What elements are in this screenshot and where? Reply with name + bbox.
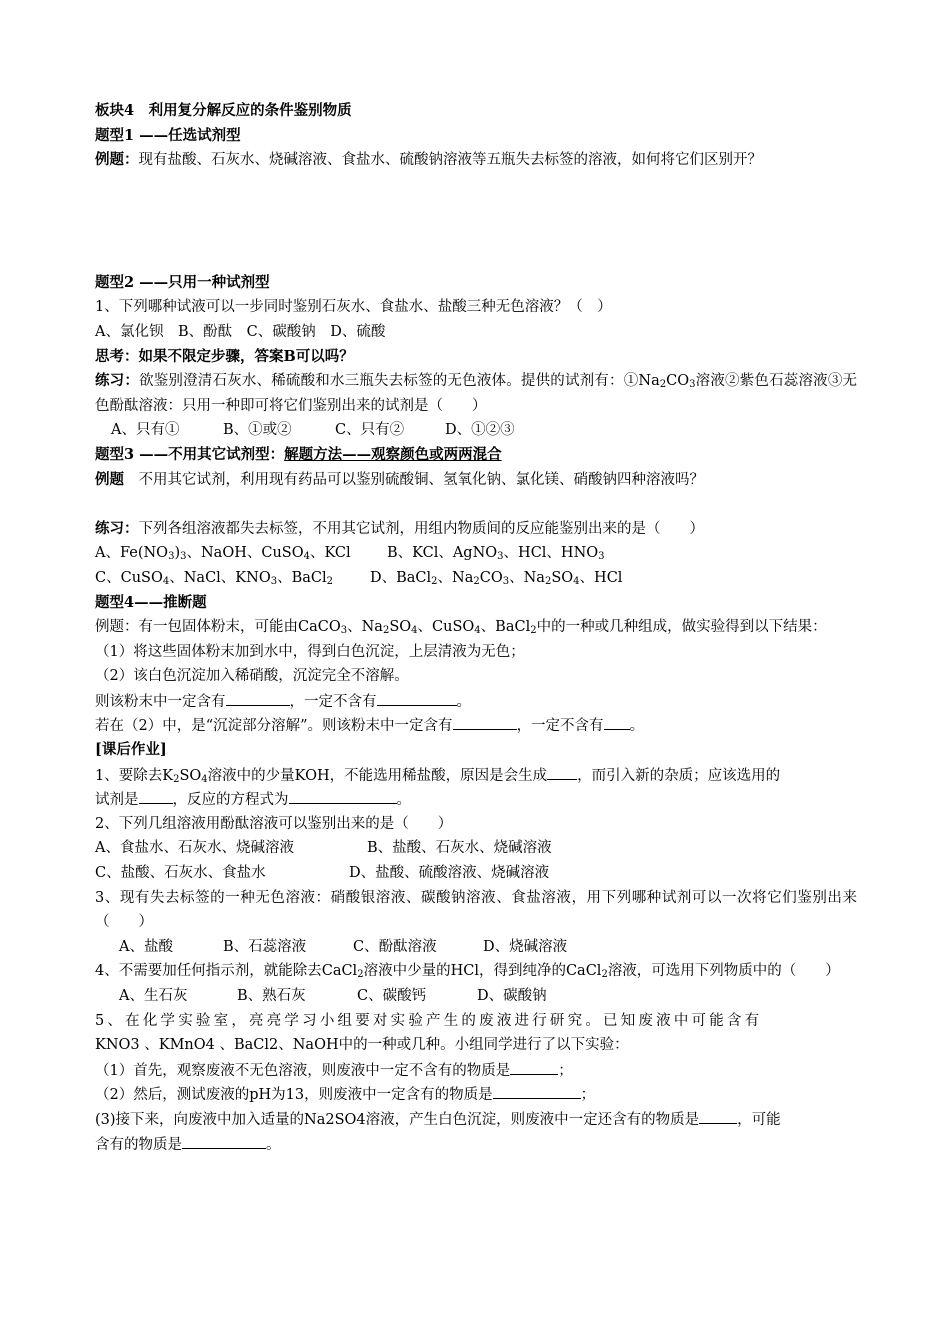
text-part: (3)接下来，向废液中加入适量的Na2SO4溶液，产生白色沉淀，则废液中一定还含有的物质是 [95, 1111, 700, 1128]
option-d [370, 566, 622, 591]
homework-q2: 2、下列几组溶液用酚酞溶液可以鉴别出来的是（ ） [95, 815, 453, 832]
homework-q3-options [95, 935, 857, 960]
option-d: D、烧碱溶液 [483, 938, 568, 955]
option-b: B、石蕊溶液 [223, 938, 307, 955]
type2-question-1: 1、下列哪种试液可以一步同时鉴别石灰水、食盐水、盐酸三种无色溶液？（ ） [95, 299, 612, 316]
text-part: 含有的物质是 [95, 1136, 182, 1153]
option-b [387, 541, 605, 566]
subscript: 2 [382, 625, 390, 637]
text-part: 中的一种或几种组成，做实验得到以下结果： [536, 619, 827, 636]
text-part: 。 [266, 1136, 281, 1153]
subscript: 4 [201, 773, 208, 785]
formula-part: B、KCl、AgNO [387, 545, 498, 562]
type3-example [95, 468, 857, 493]
text-part: SO [389, 619, 412, 636]
formula-part: 、Na [509, 569, 545, 586]
text-part: ，一定不含有 [516, 718, 604, 735]
option-c: C、碳酸钙 [357, 988, 427, 1004]
text-part: 则该粉末中一定含有 [95, 693, 226, 710]
text-part: 。 [396, 792, 411, 809]
subscript: 2 [173, 773, 180, 785]
type2-heading: 题型2 ——只用一种试剂型 [95, 273, 270, 291]
text-part: 。 [629, 718, 645, 735]
subscript: 4 [573, 575, 580, 587]
text-part: 、BaCl [480, 619, 531, 636]
subscript: 2 [357, 969, 364, 981]
answer-blank[interactable] [139, 787, 173, 804]
type3-options-cd [95, 566, 857, 591]
option-c: C、盐酸、石灰水、食盐水 [95, 865, 266, 882]
option-b: B、熟石灰 [237, 988, 306, 1004]
subscript: 2 [473, 575, 480, 587]
subscript: 2 [326, 575, 334, 587]
type3-heading [95, 443, 857, 468]
option-d: D、①②③ [445, 422, 515, 439]
type2-practice [95, 369, 857, 418]
answer-blank[interactable] [510, 1058, 558, 1075]
homework-q1-line2 [95, 787, 857, 812]
subscript: 2 [530, 625, 537, 637]
subscript: 4 [411, 625, 418, 637]
subscript: 3 [340, 625, 348, 637]
text-part: 1、要除去K [95, 767, 174, 784]
practice-text-2: 溶液②紫色石蕊溶液③无色酚酞溶液：只用一种即可将它们鉴别出来的试剂是（ ） [95, 373, 858, 414]
homework-q5-step2 [95, 1082, 857, 1107]
subscript: 3 [497, 551, 504, 563]
formula-part: A、Fe(NO [95, 545, 169, 562]
type1-heading: 题型1 ——任选试剂型 [95, 126, 241, 144]
homework-q2-options-ab [95, 836, 857, 861]
formula-part: SO [551, 569, 574, 586]
blank-line [95, 492, 857, 517]
formula-part: C、CuSO [95, 569, 163, 586]
option-d: D、碳酸钠 [477, 988, 547, 1004]
text-part: （1）首先，观察废液不无色溶液，则废液中一定不含有的物质是 [95, 1062, 511, 1079]
formula-part: 、NaCl、KNO [169, 569, 271, 586]
homework-q1-line1 [95, 763, 857, 788]
formula-part: Na [638, 373, 660, 390]
text-part: 若在（2）中，是“沉淀部分溶解”。则该粉末中一定含有 [95, 718, 453, 735]
answer-blank[interactable] [289, 787, 397, 804]
practice-label: 练习： [95, 519, 139, 537]
formula-part: 、Na [437, 569, 474, 586]
homework-q4 [95, 959, 857, 984]
option-b: B、①或② [223, 422, 292, 439]
document-page [95, 99, 857, 1156]
type3-practice [95, 517, 857, 542]
example-label: 例题： [95, 151, 139, 169]
practice-text-1: 欲鉴别澄清石灰水、稀硫酸和水三瓶失去标签的无色液体。提供的试剂有：① [139, 373, 639, 390]
homework-q5-line1: 5、在化学实验室，亮亮学习小组要对实验产生的废液进行研究。已知废液中可能含有 [95, 1012, 763, 1029]
type3-options-ab [95, 541, 857, 566]
homework-q4-options [95, 984, 857, 1009]
answer-blank[interactable] [226, 689, 290, 706]
type1-example [95, 148, 857, 173]
subscript: 2 [601, 969, 608, 981]
homework-q5-step1 [95, 1058, 857, 1083]
text-part: 试剂是 [95, 792, 139, 809]
subscript: 4 [303, 551, 310, 563]
example-label: 例题 [95, 470, 124, 488]
text-part: 、CuSO [417, 619, 475, 636]
subscript: 4 [162, 575, 170, 587]
type2-practice-options [95, 418, 857, 443]
text-part: ，反应的方程式为 [172, 792, 289, 809]
type2-question-1-options: A、氯化钡 B、酚酞 C、碳酸钠 D、硫酸 [95, 323, 386, 340]
answer-blank[interactable] [377, 689, 457, 706]
text-part: 例题：有一包固体粉末，可能由CaCO [95, 619, 341, 636]
formula-part: ) [174, 545, 181, 562]
homework-q2-options-cd [95, 861, 857, 886]
homework-heading: [课后作业] [95, 741, 167, 759]
formula-part: D、BaCl [370, 569, 432, 586]
option-c: C、只有② [335, 422, 405, 439]
option-a: A、生石灰 [119, 988, 188, 1004]
formula-part: 、HCl [579, 569, 623, 586]
answer-blank[interactable] [453, 713, 517, 730]
answer-blank[interactable] [547, 763, 577, 780]
option-a: A、只有① [111, 422, 180, 439]
formula-part: 、HCl、HNO [503, 545, 599, 562]
option-a: A、盐酸 [119, 938, 173, 955]
option-b: B、盐酸、石灰水、烧碱溶液 [367, 840, 552, 857]
type4-example [95, 615, 857, 640]
subscript: 3 [168, 551, 175, 563]
example-text: 不用其它试剂，利用现有药品可以鉴别硫酸铜、氢氧化钠、氯化镁、硝酸钠四种溶液吗？ [124, 471, 704, 488]
homework-q3: 3、现有失去标签的一种无色溶液：硝酸银溶液、碳酸钠溶液、食盐溶液，用下列哪种试剂可以一次将它们鉴别出来（ ） [95, 889, 857, 931]
formula-part: 、KCl [309, 545, 351, 562]
text-part: 、Na [347, 619, 383, 636]
practice-label: 练习： [95, 372, 140, 390]
subscript: 3 [502, 575, 510, 587]
text-part: 溶液中少量的HCl，得到纯净的CaCl [363, 963, 602, 980]
answer-blank[interactable] [493, 1082, 581, 1099]
option-c: C、酚酞溶液 [353, 938, 437, 955]
formula-part: 、NaOH、CuSO [186, 545, 304, 562]
text-part: SO [179, 767, 202, 784]
example-text: 现有盐酸、石灰水、烧碱溶液、食盐水、硫酸钠溶液等五瓶失去标签的溶液，如何将它们区别开？ [138, 152, 762, 169]
type4-variation [95, 713, 857, 738]
answer-blank[interactable] [604, 713, 630, 730]
text-part: 。 [456, 693, 471, 710]
subscript: 4 [474, 625, 481, 637]
subscript: 2 [659, 379, 667, 391]
text-part: ，可能 [737, 1111, 781, 1128]
type3-method: 解题方法——观察颜色或两两混合 [284, 445, 502, 463]
answer-blank[interactable] [182, 1132, 266, 1149]
type3-heading-text: 题型3 ——不用其它试剂型： [95, 445, 285, 463]
formula-part: 、BaCl [277, 569, 327, 586]
subscript: 2 [544, 575, 552, 587]
formula-part: CO [479, 569, 503, 586]
subscript: 2 [431, 575, 438, 587]
text-part: ； [558, 1062, 573, 1079]
text-part: 溶液中的少量KOH，不能选用稀盐酸，原因是会生成 [207, 767, 548, 784]
subscript: 3 [180, 551, 187, 563]
subscript: 3 [689, 379, 696, 391]
homework-q5-step3 [95, 1107, 857, 1132]
formula-part: CO [666, 373, 690, 390]
homework-q5-line2: KNO3 、KMnO4 、BaCl2、NaOH中的一种或几种。小组同学进行了以下实验： [95, 1037, 629, 1054]
text-part: ； [580, 1087, 596, 1104]
option-a [95, 541, 387, 566]
answer-blank[interactable] [699, 1107, 737, 1124]
practice-text: 下列各组溶液都失去标签，不用其它试剂，用组内物质间的反应能鉴别出来的是（ ） [138, 520, 704, 537]
option-a: A、食盐水、石灰水、烧碱溶液 [95, 840, 294, 857]
homework-q5-step4 [95, 1132, 857, 1157]
subscript: 3 [270, 575, 278, 587]
type4-conclusion [95, 689, 857, 714]
type4-step-2: （2）该白色沉淀加入稀硝酸，沉淀完全不溶解。 [95, 668, 409, 685]
text-part: 溶液，可选用下列物质中的（ ） [607, 963, 840, 980]
section-title: 板块4 利用复分解反应的条件鉴别物质 [95, 102, 352, 119]
type4-step-1: （1）将这些固体粉末加到水中，得到白色沉淀，上层清液为无色； [95, 643, 525, 660]
text-part: 4、不需要加任何指示剂，就能除去CaCl [95, 963, 358, 980]
type4-heading: 题型4——推断题 [95, 593, 207, 611]
option-c [95, 566, 370, 591]
text-part: ，而引入新的杂质；应该选用的 [577, 767, 781, 784]
text-part: ，一定不含有 [289, 693, 377, 710]
text-part: （2）然后，测试废液的pH为13，则废液中一定含有的物质是 [95, 1087, 493, 1104]
subscript: 3 [598, 551, 605, 563]
option-d: D、盐酸、硫酸溶液、烧碱溶液 [349, 865, 550, 882]
type2-think: 思考：如果不限定步骤，答案B可以吗？ [95, 347, 354, 365]
answer-space [95, 173, 857, 271]
